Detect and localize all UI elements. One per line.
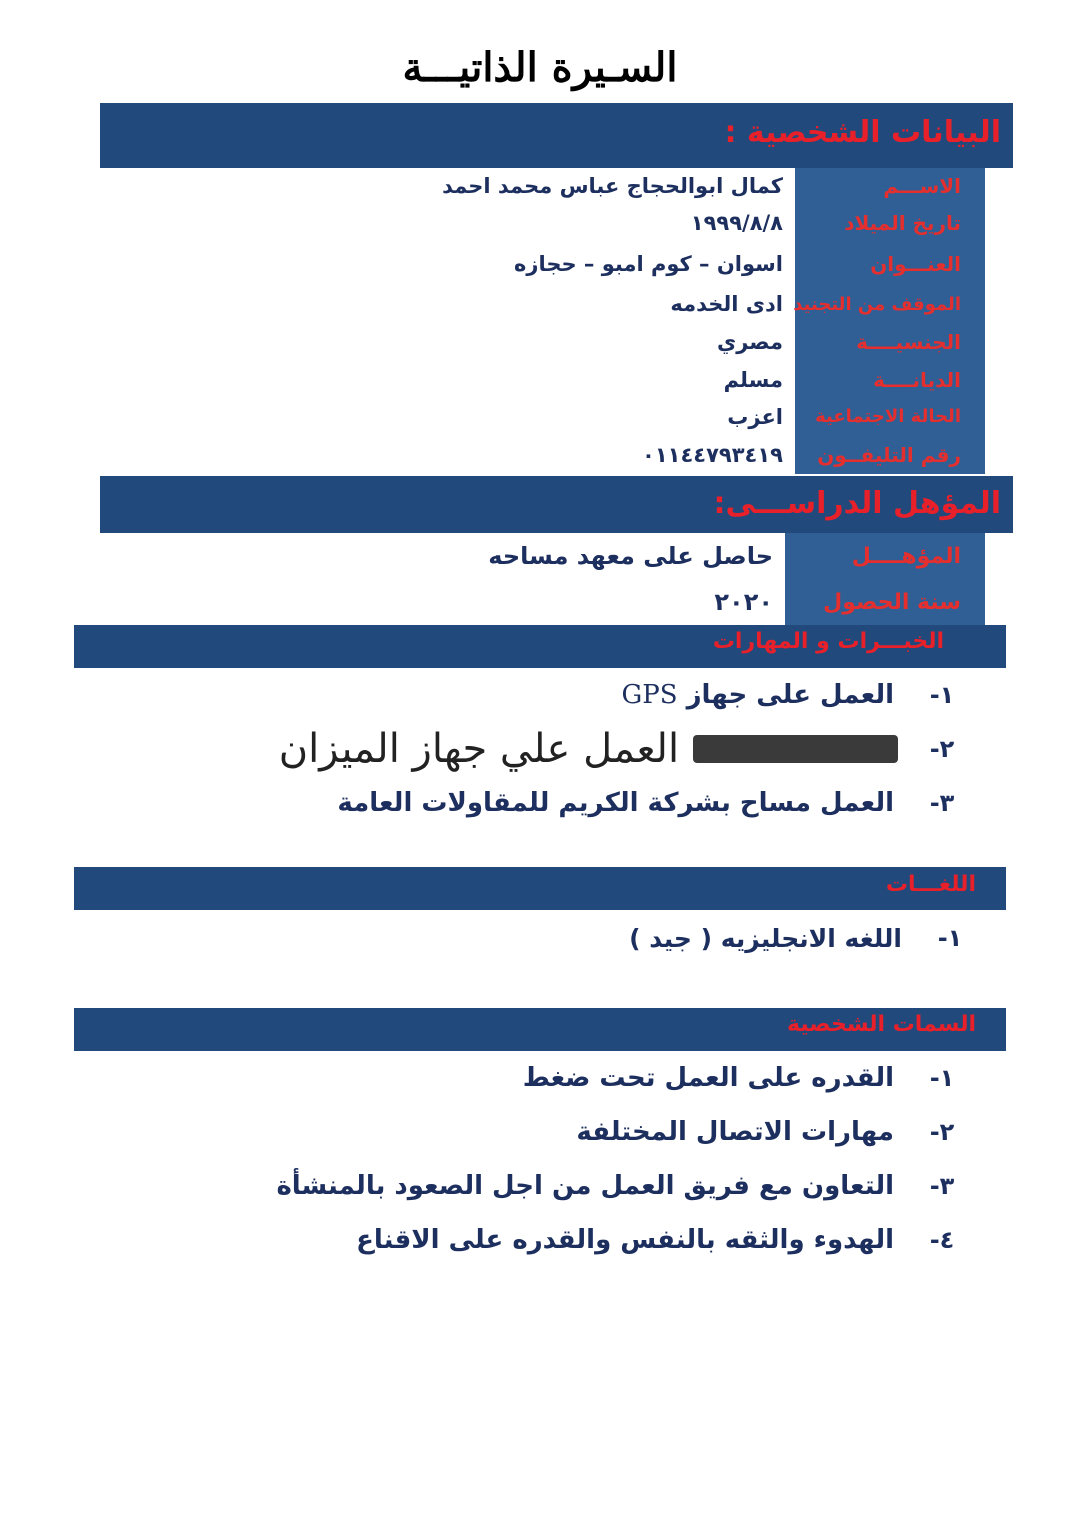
row-value: ٠١١٤٤٧٩٣٤١٩ <box>642 442 783 467</box>
section-heading-personal: البيانات الشخصية : <box>724 115 1001 150</box>
table-row <box>100 243 985 285</box>
row-value: اعزب <box>727 404 783 429</box>
item-number: ٤- <box>929 1226 955 1254</box>
education-table <box>100 533 985 625</box>
item-text: القدره على العمل تحت ضغط <box>522 1063 894 1093</box>
section-heading-languages: اللغـــات <box>885 872 976 897</box>
personal-data-table <box>100 168 985 474</box>
section-header-education <box>100 476 1013 533</box>
item-text: الهدوء والثقه بالنفس والقدره على الاقناع <box>356 1225 894 1255</box>
list-item <box>276 1213 970 1267</box>
item-number: ١- <box>929 1064 955 1092</box>
row-value: كمال ابوالحجاج عباس محمد احمد <box>442 173 783 198</box>
table-row <box>100 285 985 323</box>
section-heading-education: المؤهل الدراســـى: <box>713 486 1001 521</box>
table-row <box>100 435 985 474</box>
traits-list <box>276 1051 970 1267</box>
handwritten-note: العمل علي جهاز الميزان <box>278 726 680 772</box>
list-item <box>279 668 970 722</box>
row-label: المؤهــــل <box>785 533 985 579</box>
item-text <box>621 680 914 710</box>
row-label: تاريخ الميلاد <box>795 203 985 243</box>
section-header-traits <box>74 1008 1006 1051</box>
table-row <box>100 361 985 398</box>
item-text-arabic: العمل على جهاز <box>686 680 894 710</box>
row-value: ١٩٩٩/٨/٨ <box>690 211 783 235</box>
row-value: اسوان – كوم امبو – حجازه <box>513 252 783 276</box>
list-item <box>276 1051 970 1105</box>
row-label: الديانــــة <box>795 361 985 398</box>
table-row <box>100 203 985 243</box>
item-text: اللغه الانجليزيه ( جيد ) <box>629 923 902 953</box>
section-heading-traits: السمات الشخصية <box>786 1012 976 1037</box>
section-heading-experience: الخبـــرات و المهارات <box>712 629 944 654</box>
row-value: مسلم <box>723 367 783 392</box>
item-number: ٣- <box>929 789 955 817</box>
list-item <box>276 1105 970 1159</box>
row-label: رقم التليفــون <box>795 435 985 474</box>
row-value: ادى الخدمه <box>670 292 783 316</box>
row-label: العنـــوان <box>795 243 985 285</box>
experience-list <box>279 668 970 830</box>
item-number: ٢- <box>929 735 955 763</box>
item-number: ٢- <box>929 1118 955 1146</box>
row-value: مصري <box>716 330 783 354</box>
row-label: الجنسيــــة <box>795 323 985 361</box>
row-value: ٢٠٢٠ <box>714 588 773 616</box>
item-number: ١- <box>929 681 955 709</box>
document-title: السـيرة الذاتيـــة <box>402 44 678 91</box>
row-value: حاصل على معهد مساحه <box>488 542 773 570</box>
item-text: التعاون مع فريق العمل من اجل الصعود بالمنشأة <box>276 1171 894 1201</box>
item-number: ١- <box>937 924 963 952</box>
table-row <box>100 398 985 435</box>
item-number: ٣- <box>929 1172 955 1200</box>
list-item <box>279 722 970 776</box>
languages-list <box>629 910 978 966</box>
list-item <box>279 776 970 830</box>
list-item <box>629 910 978 966</box>
row-label: الاســـم <box>795 168 985 203</box>
table-row <box>100 168 985 203</box>
table-row <box>100 323 985 361</box>
row-label: سنة الحصول <box>785 579 985 625</box>
section-header-experience <box>74 625 1006 668</box>
section-header-languages <box>74 867 1006 910</box>
item-text: العمل مساح بشركة الكريم للمقاولات العامة <box>337 788 894 818</box>
item-text-latin: GPS <box>621 680 678 710</box>
table-row <box>100 579 985 625</box>
item-text: مهارات الاتصال المختلفة <box>576 1117 894 1147</box>
section-header-personal <box>100 103 1013 168</box>
row-label: الحالة الاجتماعية <box>795 398 985 435</box>
redacted-text: العمل على جهاز المساحه <box>693 735 898 763</box>
list-item <box>276 1159 970 1213</box>
table-row <box>100 533 985 579</box>
row-label: الموقف من التجنيد <box>795 285 985 323</box>
